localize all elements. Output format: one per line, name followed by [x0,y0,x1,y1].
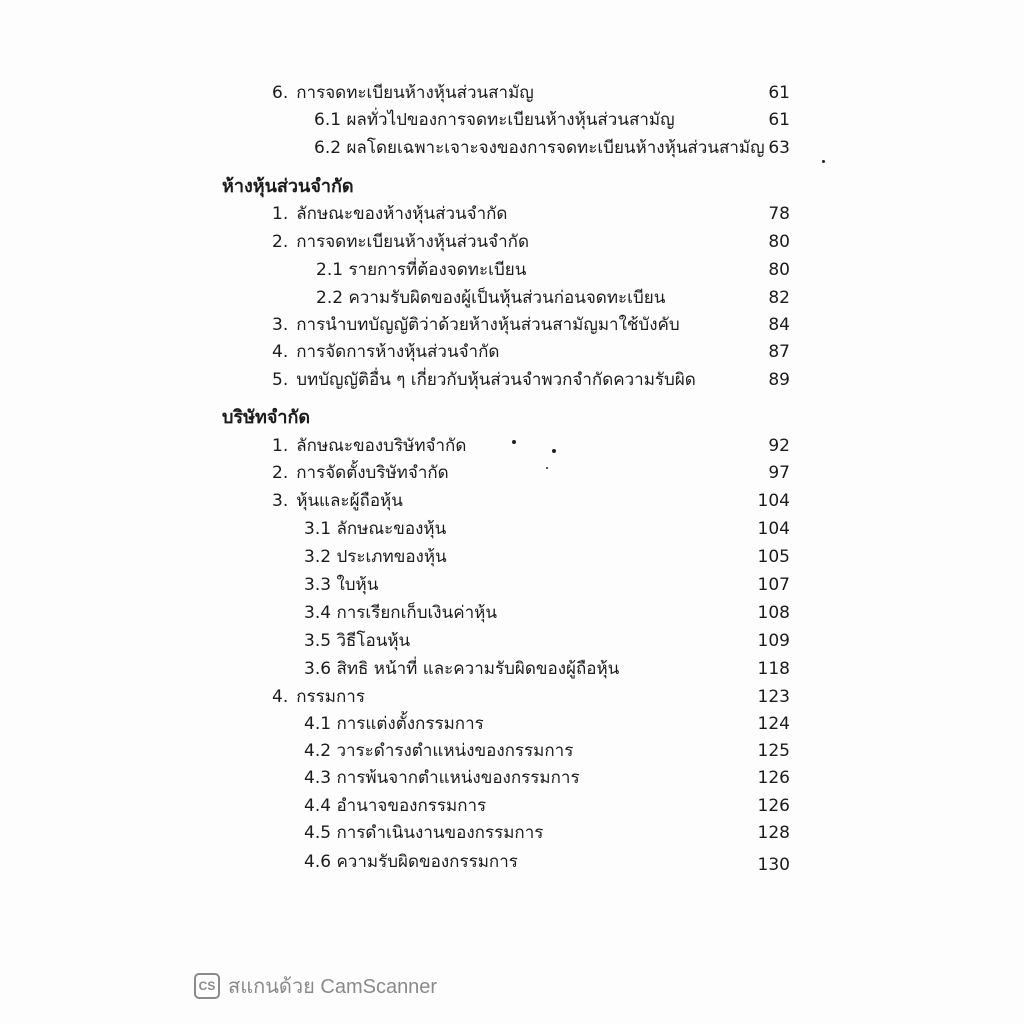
ink-speck [546,467,548,469]
toc-entry: 4.1 การแต่งตั้งกรรมการ [304,714,484,734]
toc-entry: 6.1 ผลทั่วไปของการจดทะเบียนห้างหุ้นส่วนสามัญ [314,110,675,130]
page-number: 61 [768,110,790,130]
page-number: 80 [768,232,790,252]
toc-entry: 4.3 การพ้นจากตำแหน่งของกรรมการ [304,768,580,788]
page-number: 104 [757,519,790,539]
toc-entry: 6.2 ผลโดยเฉพาะเจาะจงของการจดทะเบียนห้างหุ้นส่วนสามัญ [314,138,765,158]
page-number: 87 [768,342,790,362]
page-number: 108 [757,603,790,623]
toc-entry: 4. การจัดการห้างหุ้นส่วนจำกัด [272,342,500,362]
page-number: 130 [757,855,790,875]
page-number: 123 [757,687,790,707]
toc-entry: 2.1 รายการที่ต้องจดทะเบียน [316,260,527,280]
page-number: 63 [768,138,790,158]
toc-entry: 4.5 การดำเนินงานของกรรมการ [304,823,544,843]
camscanner-watermark [194,970,437,1002]
page-number: 118 [757,659,790,679]
toc-entry: 5. บทบัญญัติอื่น ๆ เกี่ยวกับหุ้นส่วนจำพวกจำกัดความรับผิด [272,370,696,390]
page-number: 82 [768,288,790,308]
camscanner-logo-icon: CS [194,973,220,999]
section-heading: บริษัทจำกัด [222,407,311,428]
page-number: 107 [757,575,790,595]
toc-entry: 2. การจดทะเบียนห้างหุ้นส่วนจำกัด [272,232,529,252]
page-number: 125 [757,741,790,761]
ink-speck [552,449,556,453]
toc-entry: 4.4 อำนาจของกรรมการ [304,796,487,816]
page-number: 104 [757,491,790,511]
page-number: 124 [757,714,790,734]
toc-entry: 4. กรรมการ [272,687,365,707]
page-number: 61 [768,83,790,103]
watermark-text: สแกนด้วย CamScanner [228,976,438,998]
toc-entry: 2. การจัดตั้งบริษัทจำกัด [272,463,449,483]
ink-speck [512,440,516,444]
toc-entry: 1. ลักษณะของบริษัทจำกัด [272,436,467,456]
toc-entry: 6. การจดทะเบียนห้างหุ้นส่วนสามัญ [272,83,534,103]
toc-entry: 1. ลักษณะของห้างหุ้นส่วนจำกัด [272,204,508,224]
page-number: 126 [757,796,790,816]
ink-speck [822,160,825,163]
section-heading: ห้างหุ้นส่วนจำกัด [222,176,354,197]
page-number: 97 [768,463,790,483]
toc-entry: 3.4 การเรียกเก็บเงินค่าหุ้น [304,603,497,623]
page-number: 80 [768,260,790,280]
toc-entry: 3.6 สิทธิ หน้าที่ และความรับผิดของผู้ถือหุ้น [304,659,620,679]
page-number: 92 [768,436,790,456]
toc-entry: 3.2 ประเภทของหุ้น [304,547,447,567]
page-number: 126 [757,768,790,788]
page-number: 89 [768,370,790,390]
page-number: 105 [757,547,790,567]
toc-entry: 4.6 ความรับผิดของกรรมการ [304,852,518,872]
page-number: 84 [768,315,790,335]
toc-entry: 2.2 ความรับผิดของผู้เป็นหุ้นส่วนก่อนจดทะเบียน [316,288,666,308]
toc-entry: 3. การนำบทบัญญัติว่าด้วยห้างหุ้นส่วนสามัญมาใช้บังคับ [272,315,680,335]
toc-entry: 3.1 ลักษณะของหุ้น [304,519,447,539]
toc-entry: 4.2 วาระดำรงตำแหน่งของกรรมการ [304,741,574,761]
page-number: 78 [768,204,790,224]
page-number: 128 [757,823,790,843]
page-number: 109 [757,631,790,651]
toc-entry: 3.5 วิธีโอนหุ้น [304,631,411,651]
toc-entry: 3. หุ้นและผู้ถือหุ้น [272,491,403,511]
toc-entry: 3.3 ใบหุ้น [304,575,379,595]
